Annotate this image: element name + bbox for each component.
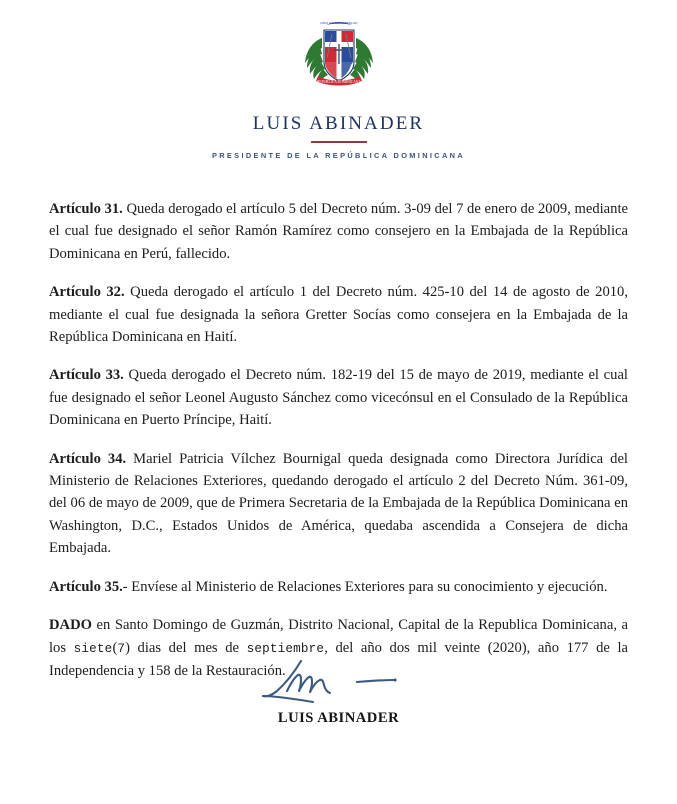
closing-month-field: septiembre bbox=[246, 641, 325, 656]
letterhead bbox=[0, 0, 677, 159]
article-text-31: Queda derogado el artículo 5 del Decreto núm. 3-09 del 7 de enero de 2009, mediante el cual fue designado el señor Ramón Ramírez como consejero en la Embajada de la República Dominicana en Perú, fallecido. bbox=[49, 201, 628, 262]
closing-day-number-field: 7 bbox=[117, 641, 126, 656]
closing-paren-close: ) bbox=[125, 639, 130, 656]
closing-text-part3: , del año dos mil veinte (2020), año 177 de la Independencia y 158 de la Restauración. bbox=[49, 639, 628, 679]
article-paragraph-31 bbox=[49, 198, 628, 265]
article-label-32: Artículo 32. bbox=[49, 284, 125, 301]
closing-text-part1: en Santo Domingo de Guzmán, Distrito Nacional, Capital de la Republica Dominicana, a los bbox=[49, 617, 628, 656]
closing-label: DADO bbox=[49, 617, 92, 634]
article-paragraph-35 bbox=[49, 576, 628, 598]
article-label-35: Artículo 35. bbox=[49, 578, 123, 595]
closing-text-part2: dias del mes de bbox=[129, 639, 247, 656]
article-text-33: Queda derogado el Decreto núm. 182-19 del 15 de mayo de 2019, mediante el cual fue designado el señor Leonel Augusto Sánchez como vicecónsul en el Consulado de la República Dominicana en Puerto Príncipe, Haití. bbox=[49, 367, 628, 429]
article-paragraph-34 bbox=[49, 448, 628, 560]
article-text-34: Mariel Patricia Vílchez Bournigal queda designada como Directora Jurídica del Ministerio de Relaciones Exteriores, quedando derogado el artículo 2 del Decreto Núm. 361-09, del 06 de mayo de 2009, que de Primera Secretaria de la Embajada de la República Dominicana en Washington, D.C., Estados Unidos de América, quedaba ascendida a Consejera de dicha Embajada. bbox=[49, 450, 628, 557]
decree-body bbox=[49, 198, 628, 682]
signature-block bbox=[0, 655, 677, 727]
closing-paren-open: ( bbox=[112, 639, 118, 656]
article-label-31: Artículo 31. bbox=[49, 201, 123, 217]
svg-text:DIOS PATRIA LIBERTAD: DIOS PATRIA LIBERTAD bbox=[319, 21, 358, 25]
article-text-32: Queda derogado el artículo 1 del Decreto núm. 425-10 del 14 de agosto de 2010, mediante el cual fue designada la señora Gretter Socías como consejera en la Embajada de la República Dominicana en Haití. bbox=[49, 284, 628, 346]
svg-text:REPUBLICA DOMINICANA: REPUBLICA DOMINICANA bbox=[316, 80, 361, 84]
article-paragraph-33 bbox=[49, 364, 628, 431]
article-label-34: Artículo 34. bbox=[49, 450, 127, 467]
article-text-35: - Envíese al Ministerio de Relaciones Exteriores para su conocimiento y ejecución. bbox=[122, 578, 608, 595]
dominican-republic-coat-of-arms-icon bbox=[296, 18, 382, 90]
letterhead-divider bbox=[311, 141, 367, 143]
letterhead-subtitle: PRESIDENTE DE LA REPÚBLICA DOMINICANA bbox=[211, 150, 466, 160]
article-label-33: Artículo 33. bbox=[49, 367, 124, 384]
handwritten-signature-icon bbox=[239, 655, 439, 709]
letterhead-president-name: LUIS ABINADER bbox=[252, 113, 425, 134]
signature-name-caption: LUIS ABINADER bbox=[277, 710, 400, 726]
article-paragraph-32 bbox=[49, 281, 628, 348]
closing-day-word-field: siete bbox=[73, 641, 113, 656]
